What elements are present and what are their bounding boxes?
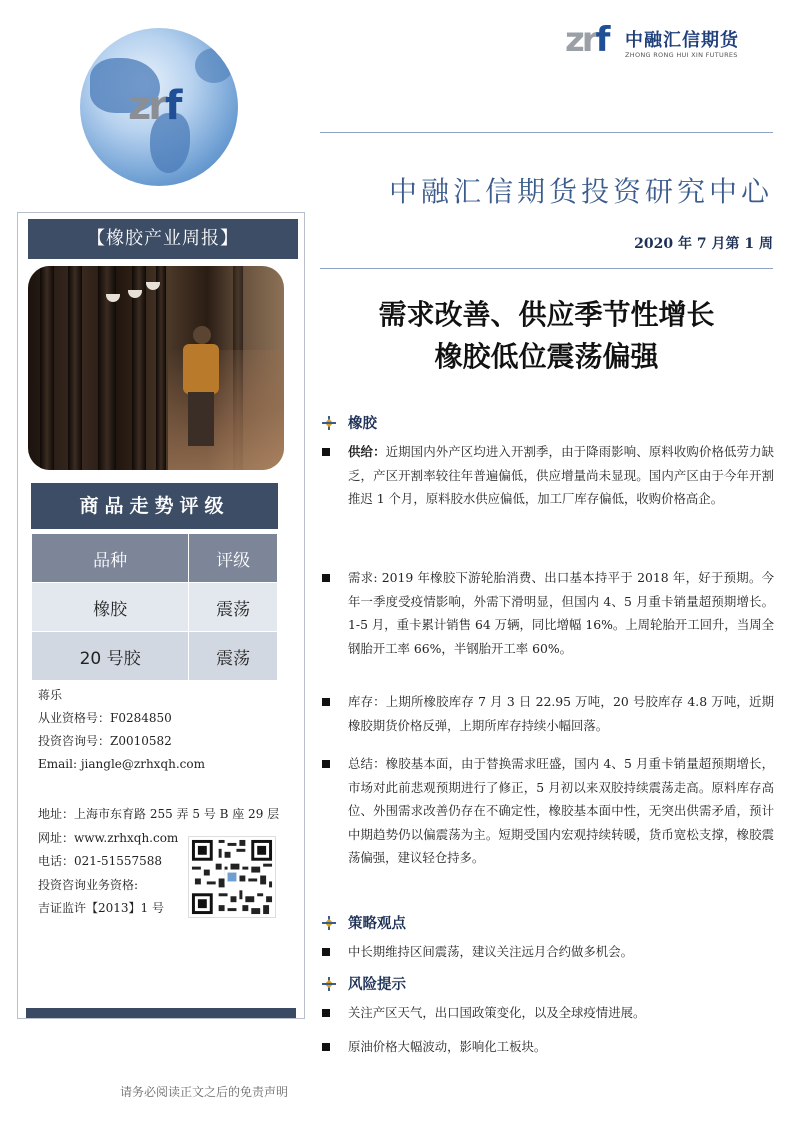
bullet-icon	[322, 1009, 330, 1017]
company-address: 地址：上海市东育路 255 弄 5 号 B 座 29 层	[38, 807, 280, 821]
table-cell: 震荡	[189, 632, 278, 681]
analyst-consult-id: 投资咨询号：Z0010582	[38, 734, 172, 748]
disclaimer-notice: 请务必阅读正文之后的免责声明	[120, 1085, 289, 1099]
latex-cup	[106, 294, 120, 302]
bullet-icon	[322, 760, 330, 768]
rubber-tapping-photo	[28, 266, 284, 470]
table-header-cell: 评级	[189, 534, 278, 583]
table-cell: 20 号胶	[32, 632, 189, 681]
paragraph-strategy	[322, 940, 774, 964]
research-center-title: 中融汇信期货投资研究中心	[388, 175, 773, 208]
table-cell: 橡胶	[32, 583, 189, 632]
globe-continent	[195, 48, 233, 83]
paragraph-inventory	[322, 690, 774, 737]
summary-text: 总结：橡胶基本面，由于替换需求旺盛，国内 4、5 月重卡销量超预期增长，市场对此前悲观预期进行了修正，5 月初以来双胶持续震荡走高。原料库存高位、外围需求改善仍存在不确定性，橡胶基本面中性，无突出供需矛盾，预计中期趋势仍以偏震荡为主。短期受国内宏观持续转暖，货币宽松支撑，橡胶震荡偏强，建议轻仓持多。	[348, 756, 774, 866]
report-type-banner: 【橡胶产业周报】	[28, 219, 298, 259]
paragraph-risk-2	[322, 1035, 774, 1059]
bullet-icon	[322, 948, 330, 956]
rating-table	[31, 533, 278, 681]
strategy-text: 中长期维持区间震荡，建议关注远月合约做多机会。	[348, 944, 633, 959]
section-heading-risk: 风险提示	[322, 973, 406, 994]
paragraph-summary	[322, 752, 774, 870]
header-divider	[320, 132, 773, 133]
headline-line: 橡胶低位震荡偏强	[434, 340, 659, 373]
bullet-icon	[322, 448, 330, 456]
globe-logo-mark: zrf	[128, 83, 180, 129]
table-row	[32, 583, 278, 632]
headline-line: 需求改善、供应季节性增长	[378, 298, 715, 331]
risk2-text: 原油价格大幅波动，影响化工板块。	[348, 1039, 547, 1054]
bullet-icon	[322, 698, 330, 706]
table-row	[32, 632, 278, 681]
company-phone: 电话：021-51557588	[38, 854, 163, 868]
report-headline	[320, 294, 773, 378]
bullet-icon	[322, 1043, 330, 1051]
analyst-license: 从业资格号：F0284850	[38, 711, 172, 725]
company-website: 网址：www.zrhxqh.com	[38, 830, 179, 845]
table-header-row	[32, 534, 278, 583]
brand-logo-mark: zrf	[565, 20, 608, 60]
qualification-value: 吉证监许【2013】1 号	[38, 901, 164, 915]
section-marker-icon	[322, 977, 336, 991]
analyst-email: Email: jiangle@zrhxqh.com	[38, 757, 205, 771]
demand-text: 需求: 2019 年橡胶下游轮胎消费、出口基本持平于 2018 年，好于预期。今年一季度受疫情影响，外需下滑明显，但国内 4、5 月重卡销量超预期增长。1-5 月，重卡累计销售 64 万辆，同比增幅 16%。上周轮胎开工回升，当周全钢胎开工率 66%，半钢胎开工率 60%。	[348, 570, 774, 656]
bullet-icon	[322, 574, 330, 582]
sidebar-footer-bar	[26, 1008, 296, 1018]
tree-trunk	[156, 266, 166, 470]
brand-logo	[565, 18, 765, 68]
paragraph-demand	[322, 566, 774, 660]
paragraph-risk-1	[322, 1001, 774, 1025]
table-cell: 震荡	[189, 583, 278, 632]
risk1-text: 关注产区天气，出口国政策变化，以及全球疫情进展。	[348, 1005, 646, 1020]
supply-label: 供给：	[348, 444, 386, 459]
section-marker-icon	[322, 416, 336, 430]
section-marker-icon	[322, 916, 336, 930]
brand-name-cn: 中融汇信期货	[625, 30, 739, 51]
report-date: 2020 年 7 月第 1 周	[634, 236, 773, 252]
section-heading-strategy: 策略观点	[322, 912, 406, 933]
supply-text: 近期国内外产区均进入开割季，由于降雨影响、原料收购价格低劳力缺乏，产区开割率较往年普遍偏低，供应增量尚未显现。国内产区由于今年开割推迟 1 个月，原料胶水供应偏低，加工厂库存偏低，收购价格高企。	[348, 444, 775, 507]
qr-code-icon	[188, 836, 276, 918]
inventory-text: 库存：上期所橡胶库存 7 月 3 日 22.95 万吨，20 号胶库存 4.8 万吨，近期橡胶期货价格反弹，上期所库存持续小幅回落。	[348, 694, 774, 733]
analyst-contact	[38, 684, 303, 776]
globe-logo	[80, 28, 238, 186]
tree-trunk	[40, 266, 54, 470]
tree-trunk	[68, 266, 82, 470]
qualification-label: 投资咨询业务资格:	[38, 877, 139, 892]
analyst-name: 蒋乐	[38, 688, 63, 702]
header-divider	[320, 268, 773, 269]
paragraph-supply	[322, 440, 774, 511]
rubber-tapper	[178, 326, 224, 446]
section-heading-rubber: 橡胶	[322, 412, 377, 433]
rating-title: 商品走势评级	[31, 483, 278, 529]
table-header-cell: 品种	[32, 534, 189, 583]
brand-name-en: ZHONG RONG HUI XIN FUTURES	[625, 51, 738, 59]
